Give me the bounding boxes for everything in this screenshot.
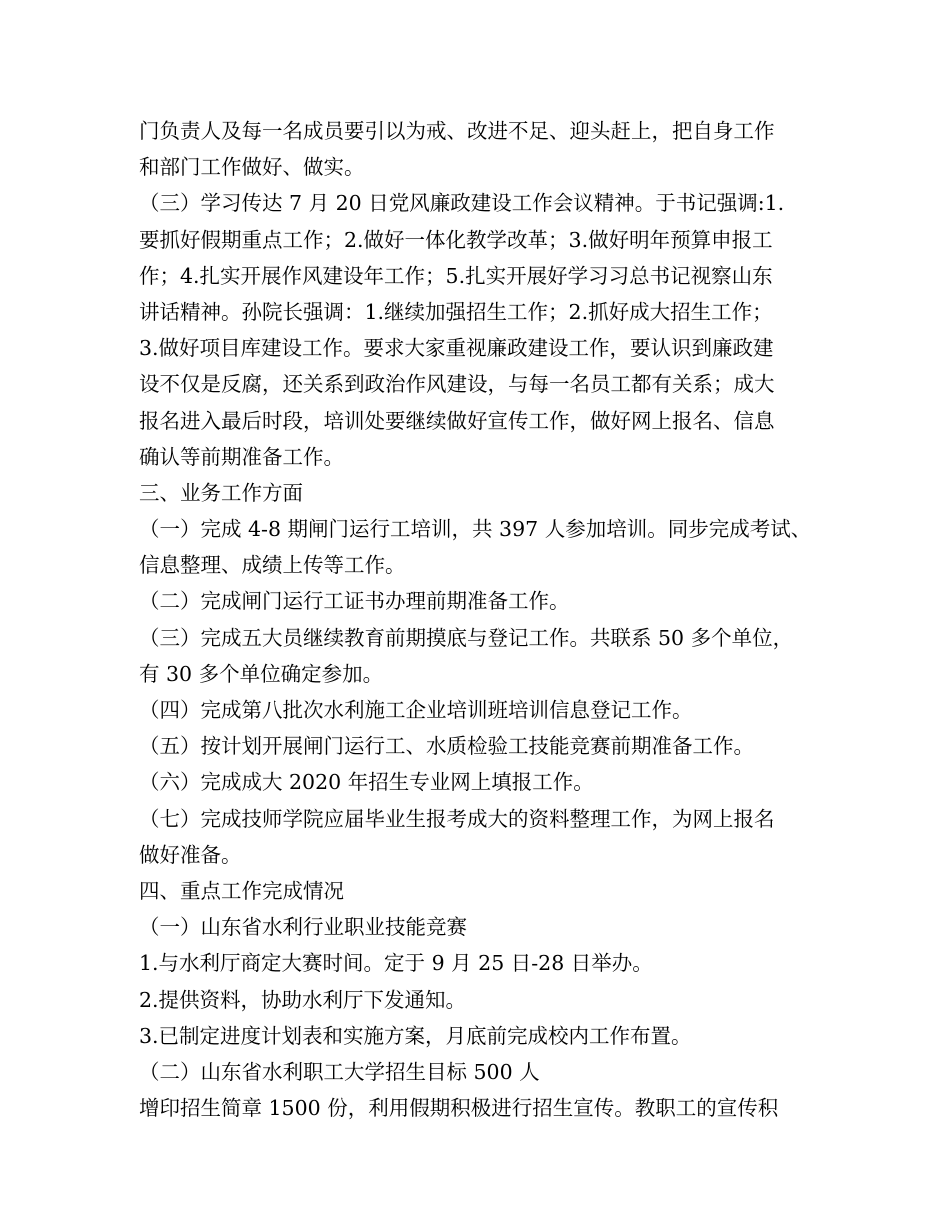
paragraph-line: 信息整理、成绩上传等工作。 [139, 553, 406, 578]
paragraph-line: （三）学习传达 7 月 20 日党风廉政建设工作会议精神。于书记强调:1. [139, 191, 785, 216]
paragraph-line: （三）完成五大员继续教育前期摸底与登记工作。共联系 50 多个单位， [139, 625, 794, 650]
paragraph-line: 3.做好项目库建设工作。要求大家重视廉政建设工作，要认识到廉政建 [139, 336, 774, 361]
paragraph-line: 设不仅是反腐，还关系到政治作风建设，与每一名员工都有关系；成大 [139, 372, 775, 397]
paragraph-line: （七）完成技师学院应届毕业生报考成大的资料整理工作，为网上报名 [139, 806, 775, 831]
paragraph-line: 讲话精神。孙院长强调：1.继续加强招生工作；2.抓好成大招生工作； [139, 299, 773, 324]
paragraph-line: 门负责人及每一名成员要引以为戒、改进不足、迎头赶上，把自身工作 [139, 119, 775, 143]
paragraph-line: 和部门工作做好、做实。 [139, 155, 365, 180]
list-item: 2.提供资料，协助水利厅下发通知。 [139, 987, 467, 1012]
section-heading: 三、业务工作方面 [139, 480, 303, 505]
paragraph-line: 作；4.扎实开展作风建设年工作；5.扎实开展好学习习总书记视察山东 [139, 263, 773, 288]
paragraph-line: 增印招生简章 1500 份，利用假期积极进行招生宣传。教职工的宣传积 [139, 1096, 779, 1121]
paragraph-line: 确认等前期准备工作。 [139, 444, 344, 469]
paragraph-line: （一）完成 4-8 期闸门运行工培训，共 397 人参加培训。同步完成考试、 [139, 517, 812, 542]
list-item: 1.与水利厅商定大赛时间。定于 9 月 25 日-28 日举办。 [139, 951, 653, 976]
document-body [139, 113, 829, 1126]
paragraph-line: 有 30 多个单位确定参加。 [139, 661, 384, 686]
paragraph-line: 做好准备。 [139, 842, 242, 867]
paragraph-line: （二）完成闸门运行工证书办理前期准备工作。 [139, 589, 570, 614]
paragraph-line: （六）完成成大 2020 年招生专业网上填报工作。 [139, 770, 594, 795]
paragraph-line: （四）完成第八批次水利施工企业培训班培训信息登记工作。 [139, 698, 693, 722]
subsection-heading: （二）山东省水利职工大学招生目标 500 人 [139, 1059, 540, 1084]
paragraph-line: （五）按计划开展闸门运行工、水质检验工技能竞赛前期准备工作。 [139, 734, 754, 759]
section-heading: 四、重点工作完成情况 [139, 878, 344, 903]
subsection-heading: （一）山东省水利行业职业技能竞赛 [139, 915, 467, 940]
paragraph-line: 报名进入最后时段，培训处要继续做好宣传工作，做好网上报名、信息 [139, 408, 775, 433]
paragraph-line: 要抓好假期重点工作；2.做好一体化教学改革；3.做好明年预算申报工 [139, 227, 773, 252]
list-item: 3.已制定进度计划表和实施方案，月底前完成校内工作布置。 [139, 1023, 692, 1048]
